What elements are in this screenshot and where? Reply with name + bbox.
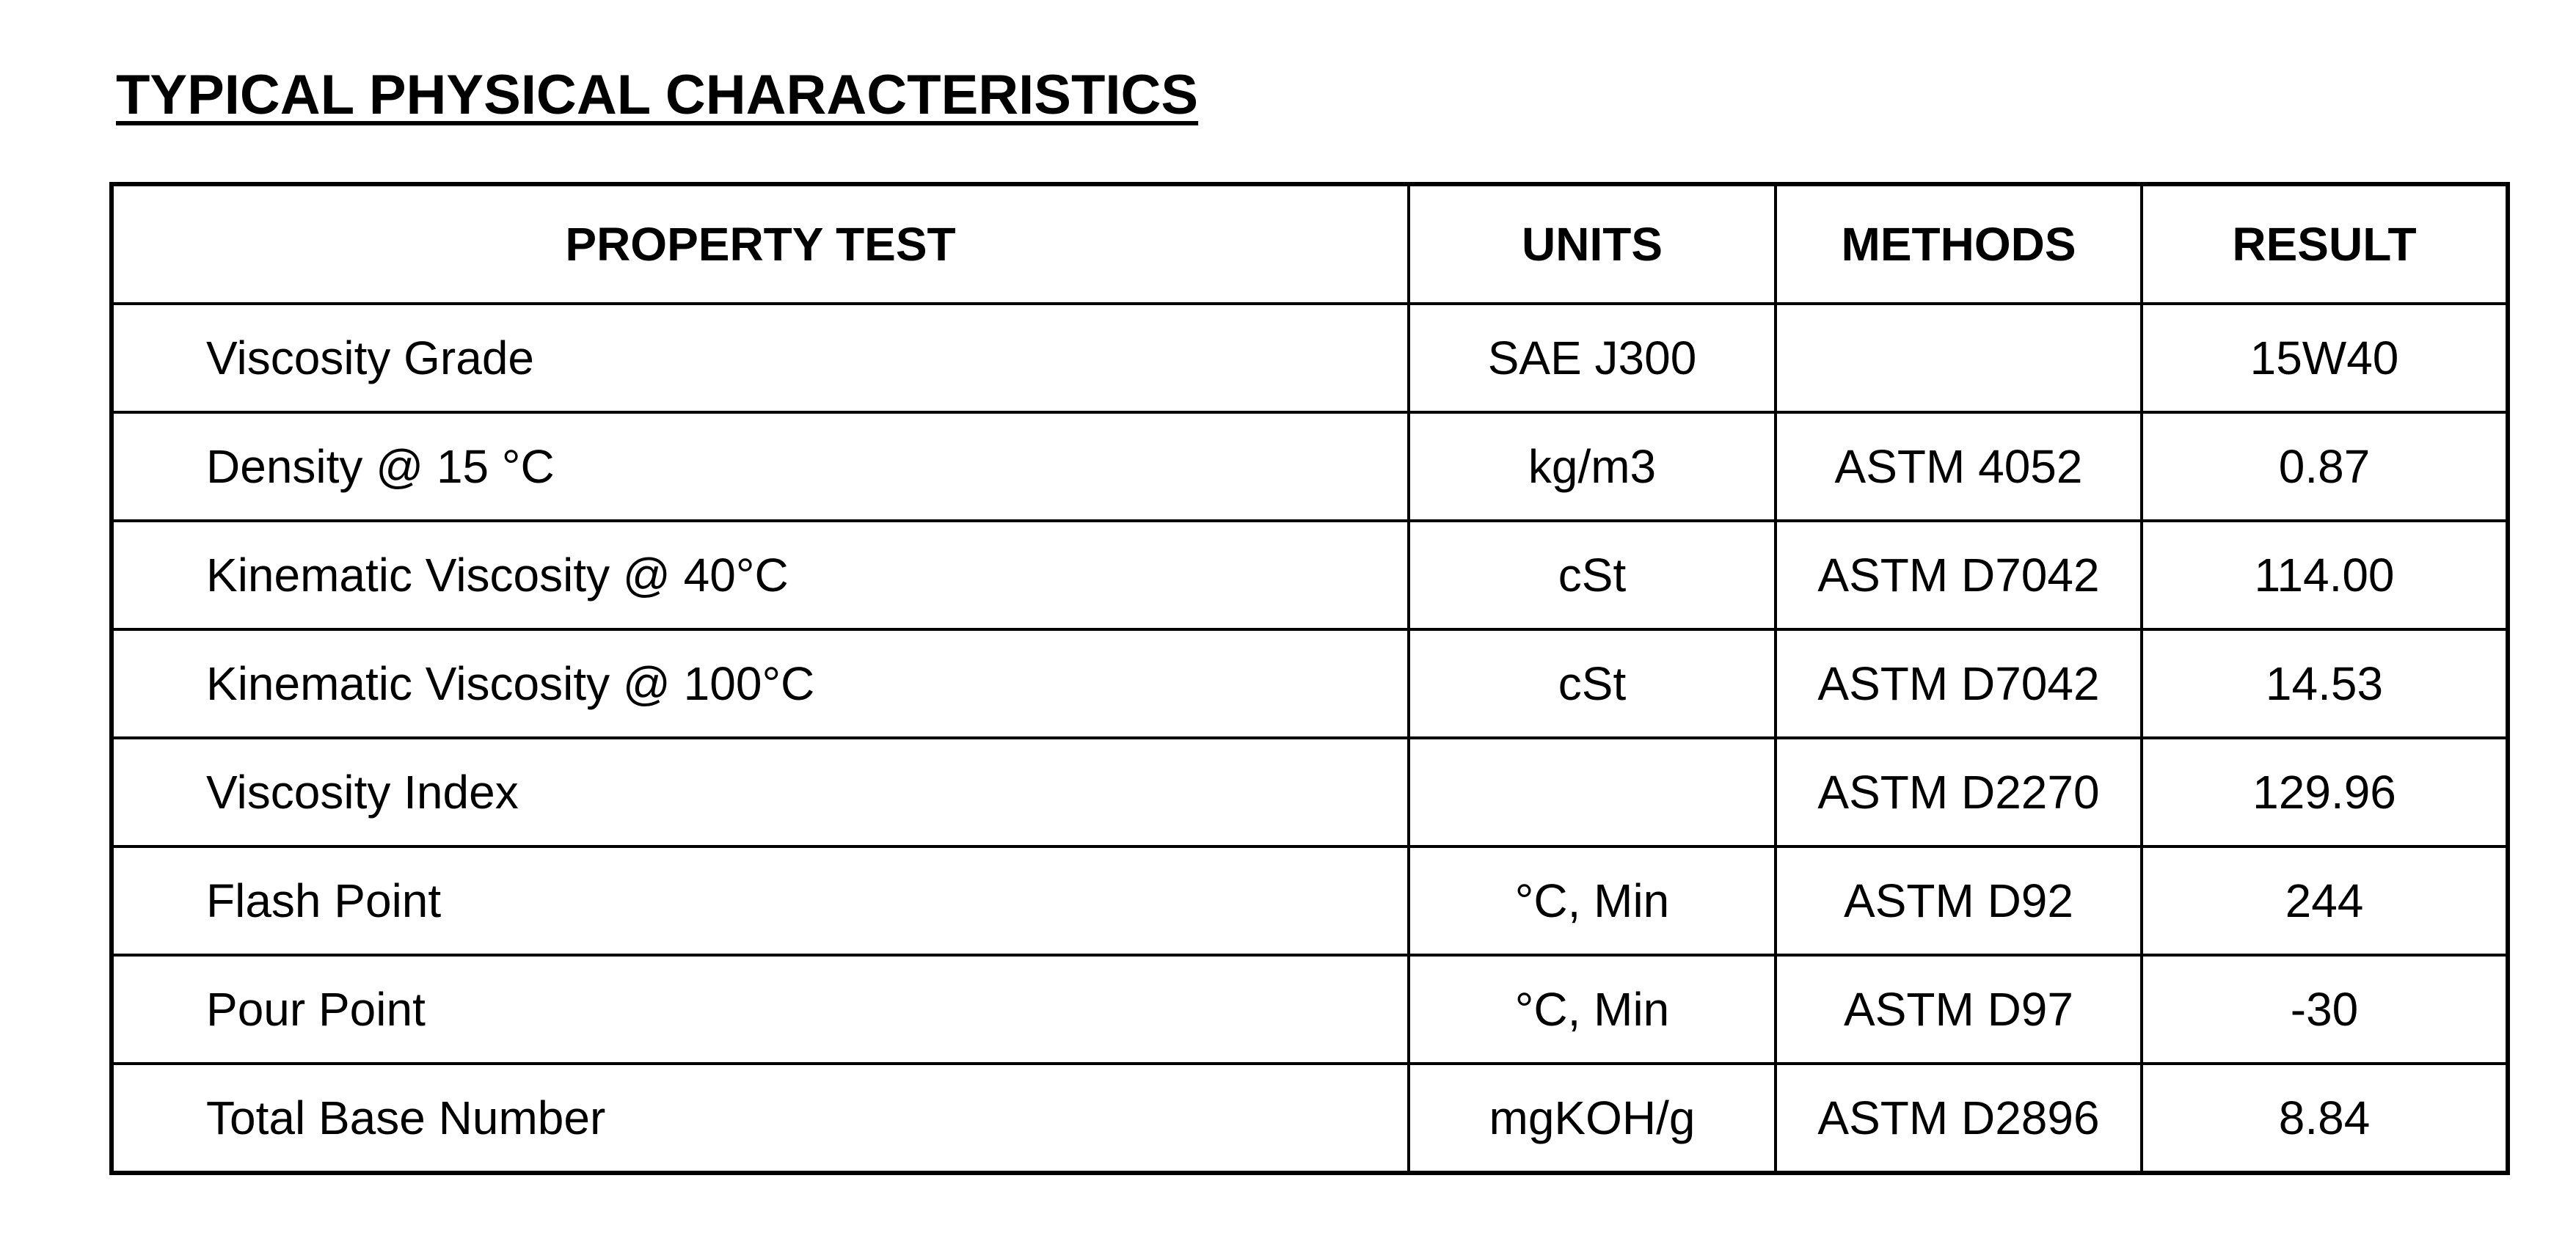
cell-result: 114.00 xyxy=(2142,521,2508,629)
cell-result: -30 xyxy=(2142,955,2508,1064)
cell-result: 14.53 xyxy=(2142,629,2508,738)
cell-units: cSt xyxy=(1409,521,1776,629)
header-methods: METHODS xyxy=(1776,184,2142,304)
table-row xyxy=(112,304,2508,412)
table-row xyxy=(112,629,2508,738)
cell-property: Viscosity Index xyxy=(112,738,1409,846)
table-row xyxy=(112,955,2508,1064)
document-title: TYPICAL PHYSICAL CHARACTERISTICS xyxy=(116,64,1199,126)
characteristics-table xyxy=(109,182,2510,1175)
header-property-test: PROPERTY TEST xyxy=(112,184,1409,304)
cell-method xyxy=(1776,304,2142,412)
cell-property: Kinematic Viscosity @ 100°C xyxy=(112,629,1409,738)
cell-units: °C, Min xyxy=(1409,955,1776,1064)
cell-method: ASTM D97 xyxy=(1776,955,2142,1064)
table-row xyxy=(112,1064,2508,1173)
cell-units: kg/m3 xyxy=(1409,412,1776,521)
cell-method: ASTM D7042 xyxy=(1776,521,2142,629)
cell-method: ASTM D2270 xyxy=(1776,738,2142,846)
cell-result: 129.96 xyxy=(2142,738,2508,846)
table-row xyxy=(112,521,2508,629)
cell-method: ASTM D92 xyxy=(1776,846,2142,955)
table-header-row xyxy=(112,184,2508,304)
cell-property: Flash Point xyxy=(112,846,1409,955)
table-row xyxy=(112,738,2508,846)
cell-property: Density @ 15 °C xyxy=(112,412,1409,521)
header-result: RESULT xyxy=(2142,184,2508,304)
table-row xyxy=(112,846,2508,955)
header-units: UNITS xyxy=(1409,184,1776,304)
cell-units xyxy=(1409,738,1776,846)
cell-property: Pour Point xyxy=(112,955,1409,1064)
cell-result: 244 xyxy=(2142,846,2508,955)
cell-method: ASTM D7042 xyxy=(1776,629,2142,738)
cell-result: 15W40 xyxy=(2142,304,2508,412)
cell-units: mgKOH/g xyxy=(1409,1064,1776,1173)
cell-method: ASTM D2896 xyxy=(1776,1064,2142,1173)
cell-units: SAE J300 xyxy=(1409,304,1776,412)
cell-units: cSt xyxy=(1409,629,1776,738)
cell-method: ASTM 4052 xyxy=(1776,412,2142,521)
cell-property: Viscosity Grade xyxy=(112,304,1409,412)
cell-result: 8.84 xyxy=(2142,1064,2508,1173)
cell-result: 0.87 xyxy=(2142,412,2508,521)
cell-property: Total Base Number xyxy=(112,1064,1409,1173)
cell-units: °C, Min xyxy=(1409,846,1776,955)
cell-property: Kinematic Viscosity @ 40°C xyxy=(112,521,1409,629)
table-row xyxy=(112,412,2508,521)
